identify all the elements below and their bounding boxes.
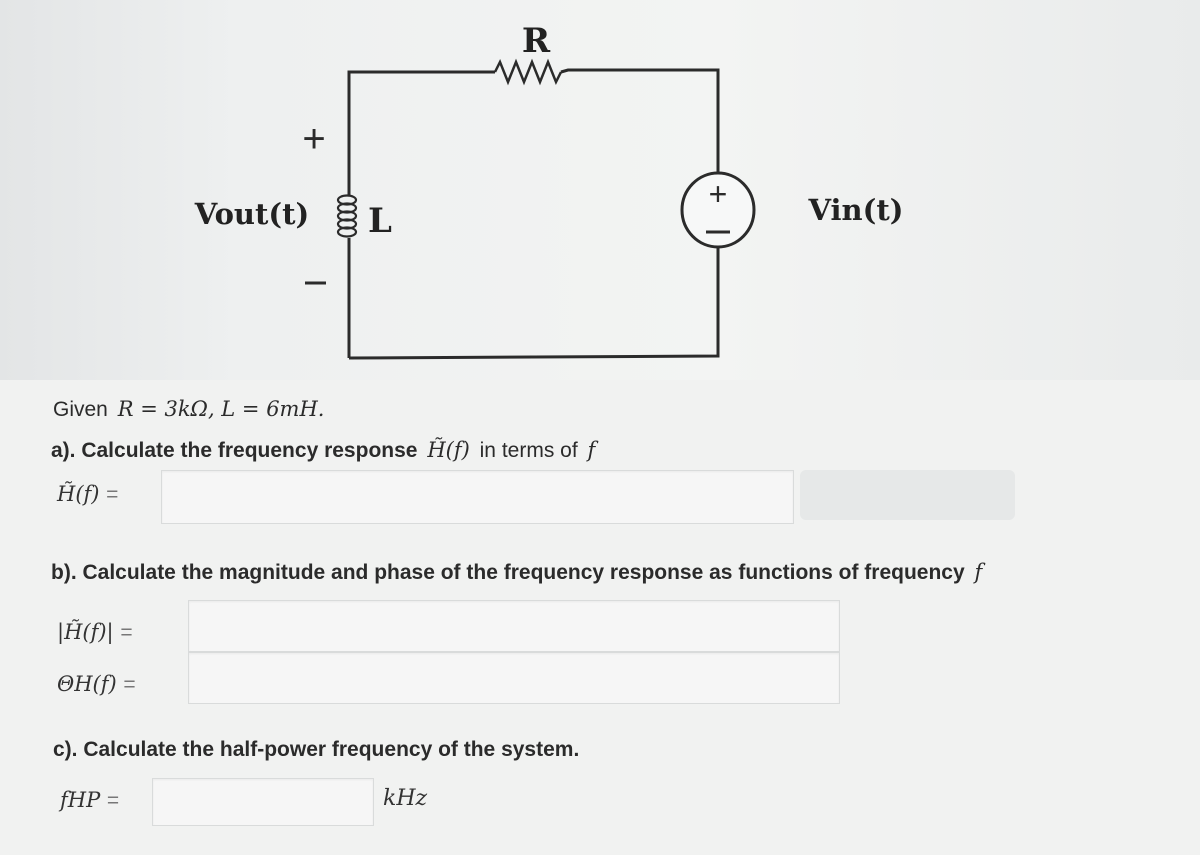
part-b-prompt: b). Calculate the magnitude and phase of the frequency response as functions of frequency bbox=[51, 561, 965, 584]
wire-bottom bbox=[349, 246, 718, 358]
given-prefix: Given bbox=[53, 398, 108, 421]
part-b-magnitude-equals: = bbox=[120, 621, 133, 644]
part-a-question bbox=[51, 438, 595, 463]
part-b-phase-input[interactable] bbox=[188, 652, 840, 704]
part-c-question bbox=[53, 738, 579, 762]
source-plus-sign: + bbox=[708, 176, 728, 212]
part-c-equals: = bbox=[106, 789, 120, 812]
part-a-var: f bbox=[587, 438, 596, 462]
part-a-symbol: H̃(f) bbox=[427, 438, 470, 462]
part-a-answer-symbol: H̃(f) bbox=[57, 482, 100, 506]
part-b-phase-label bbox=[57, 672, 136, 697]
part-c-prompt: c). Calculate the half-power frequency of the system. bbox=[53, 738, 580, 761]
wire-top-left bbox=[349, 72, 495, 74]
given-line bbox=[53, 397, 324, 422]
part-b-magnitude-label bbox=[57, 620, 133, 645]
resistor-zigzag bbox=[495, 62, 561, 82]
background-blob bbox=[800, 470, 1015, 520]
part-a-answer-input[interactable] bbox=[161, 470, 794, 524]
given-values: R = 3kΩ, L = 6mH. bbox=[117, 397, 325, 421]
inductor-label: L bbox=[368, 201, 392, 241]
part-b-var: f bbox=[974, 560, 983, 584]
vout-label: Vout(t) bbox=[194, 197, 310, 231]
circuit-diagram bbox=[0, 0, 1200, 380]
part-b-phase-equals: = bbox=[123, 673, 136, 696]
part-b-phase-symbol: ΘH(f) bbox=[57, 672, 117, 696]
part-c-answer-label bbox=[60, 788, 119, 813]
vin-label: Vin(t) bbox=[808, 193, 904, 227]
part-a-suffix: in terms of bbox=[479, 439, 578, 462]
part-c-answer-symbol: fHP bbox=[60, 788, 101, 812]
resistor-label: R bbox=[521, 21, 551, 61]
part-b-question bbox=[51, 560, 982, 585]
part-b-magnitude-input[interactable] bbox=[188, 600, 840, 652]
part-c-answer-input[interactable] bbox=[152, 778, 374, 826]
part-a-prompt: a). Calculate the frequency response bbox=[51, 439, 418, 462]
wire-top-right bbox=[561, 70, 718, 175]
vout-plus-sign: + bbox=[302, 117, 326, 161]
part-a-answer-label bbox=[57, 482, 118, 507]
part-b-magnitude-symbol: |H̃(f)| bbox=[57, 620, 114, 644]
part-c-unit: kHz bbox=[383, 786, 428, 811]
inductor-coil bbox=[338, 196, 356, 237]
part-a-equals: = bbox=[106, 483, 119, 506]
